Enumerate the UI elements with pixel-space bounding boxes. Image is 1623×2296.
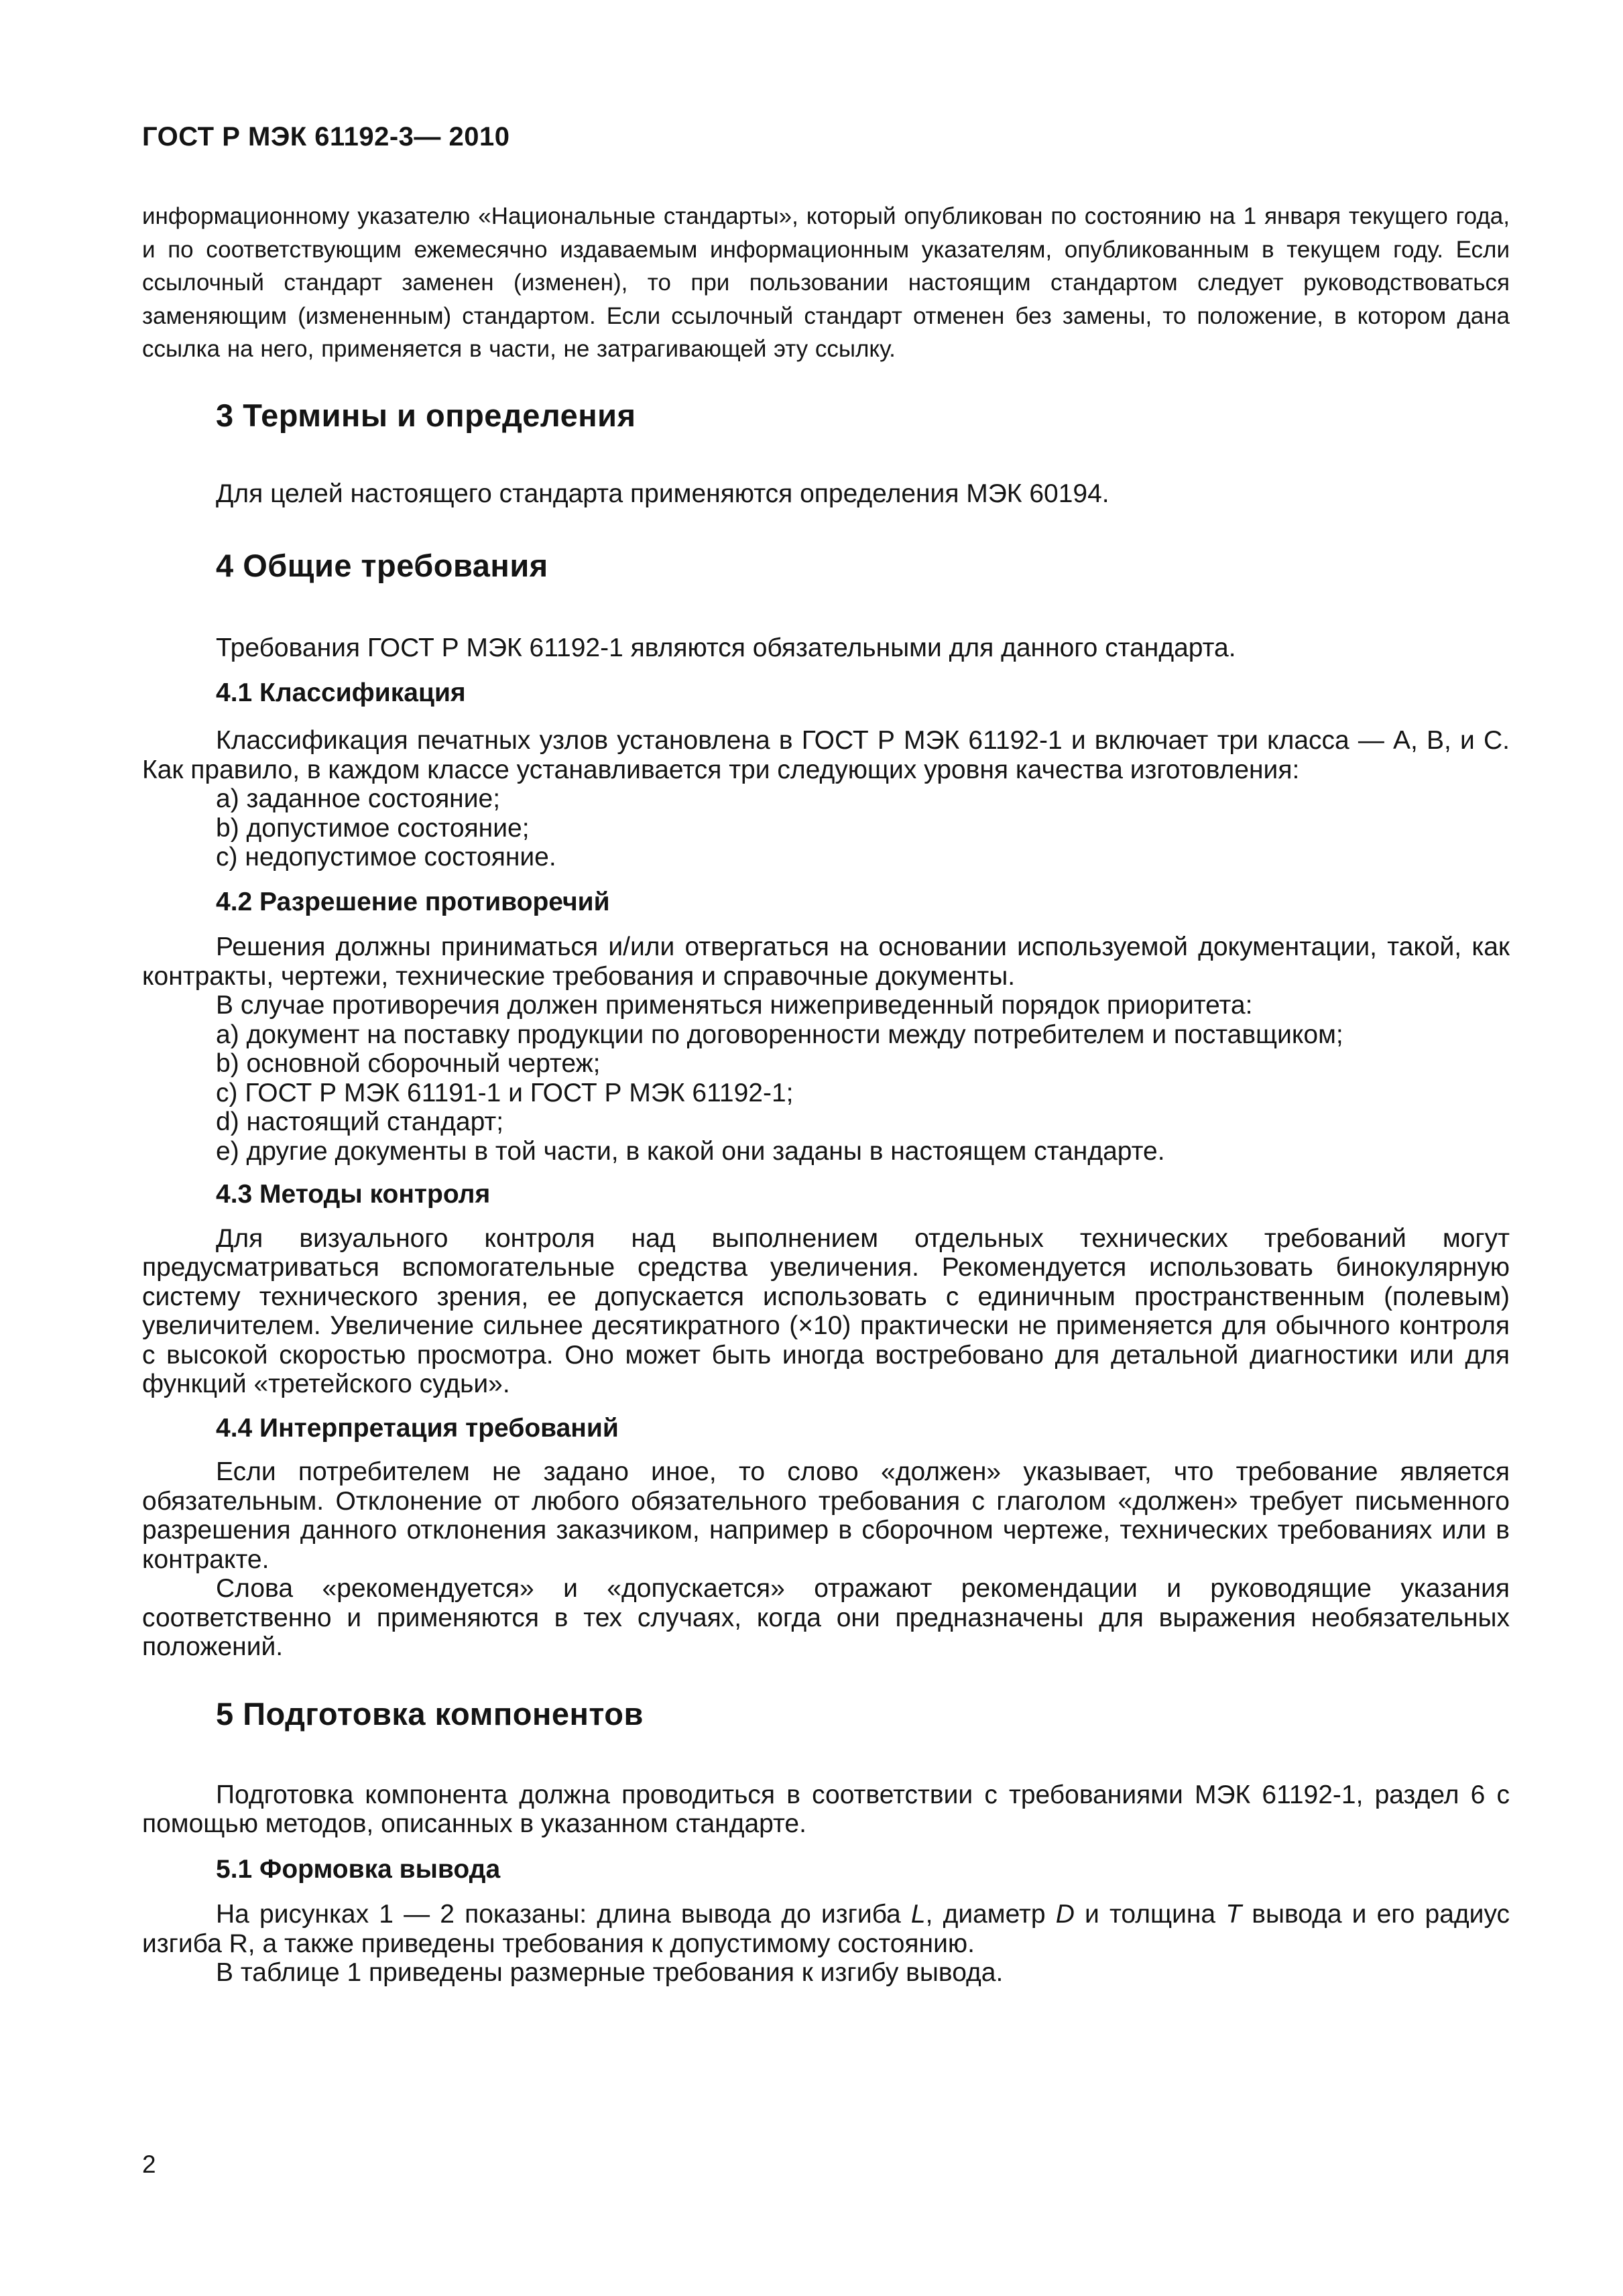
section-4-4-text: Если потребителем не задано иное, то слово «должен» указывает, что требование является обязательным. Отклонение от любого обязательного требования с глаголом «должен» требует письменного разрешения данного отклонения заказчиком, например в сборочном чертеже, технических требованиях или в контракте. bbox=[142, 1457, 1510, 1574]
section-4-4-text-words: Слова «рекомендуется» и «допускается» отражают рекомендации и руководящие указания соответственно и применяются в тех случаях, когда они предназначены для выражения необязательных положений. bbox=[142, 1574, 1510, 1661]
section-4-1-text: Классификация печатных узлов установлена в ГОСТ Р МЭК 61192-1 и включает три класса — А, В, и С. Как правило, в каждом классе устанавливается три следующих уровня качества изготовления: bbox=[142, 726, 1510, 784]
document-body bbox=[142, 200, 1510, 1988]
list-item: b) основной сборочный чертеж; bbox=[216, 1049, 601, 1078]
section-3-title: 3 Термины и определения bbox=[216, 397, 636, 433]
section-4-4-title: 4.4 Интерпретация требований bbox=[216, 1413, 619, 1443]
section-5-text: Подготовка компонента должна проводиться в соответствии с требованиями МЭК 61192-1, раздел 6 с помощью методов, описанных в указанном стандарте. bbox=[142, 1780, 1510, 1838]
section-3-text: Для целей настоящего стандарта применяются определения МЭК 60194. bbox=[216, 479, 1109, 508]
section-4-2-text: Решения должны приниматься и/или отвергаться на основании используемой документации, такой, как контракты, чертежи, технические требования и справочные документы. bbox=[142, 932, 1510, 991]
section-4-1-title: 4.1 Классификация bbox=[216, 678, 466, 707]
page-header: ГОСТ Р МЭК 61192-3— 2010 bbox=[142, 122, 510, 152]
section-5-1-title: 5.1 Формовка вывода bbox=[216, 1854, 501, 1884]
list-item: а) документ на поставку продукции по договоренности между потребителем и поставщиком; bbox=[216, 1020, 1343, 1049]
intro-paragraph: информационному указателю «Национальные стандарты», который опубликован по состоянию на 1 января текущего года, и по соответствующим ежемесячно издаваемым информационным указателям, опубликованным в текущем году. Если ссылочный стандарт заменен (изменен), то при пользовании настоящим стандартом следует руководствоваться заменяющим (измененным) стандартом. Если ссылочный стандарт отменен без замены, то положение, в котором дана ссылка на него, применяется в части, не затрагивающей эту ссылку. bbox=[142, 203, 1510, 362]
section-4-3-text: Для визуального контроля над выполнением отдельных технических требований могут предусматриваться вспомогательные средства увеличения. Рекомендуется использовать бинокулярную систему технического зрения, ее допускается использовать с единичным пространственным (полевым) увеличителем. Увеличение сильнее десятикратного (×10) практически не применяется для обычного контроля с высокой скоростью просмотра. Оно может быть иногда востребовано для детальной диагностики или для функций «третейского судьи». bbox=[142, 1223, 1510, 1398]
section-5-1-text-table: В таблице 1 приведены размерные требования к изгибу вывода. bbox=[216, 1958, 1004, 1987]
list-item: с) недопустимое состояние. bbox=[216, 843, 556, 871]
section-4-title: 4 Общие требования bbox=[216, 548, 548, 583]
list-item: d) настоящий стандарт; bbox=[216, 1107, 504, 1136]
section-4-3-title: 4.3 Методы контроля bbox=[216, 1180, 491, 1209]
text-run: , диаметр bbox=[925, 1900, 1056, 1929]
text-run: вывода и его радиус изгиба R, а также приведены требования к допустимому состоянию. bbox=[142, 1900, 1510, 1958]
list-item: с) ГОСТ Р МЭК 61191-1 и ГОСТ Р МЭК 61192-1; bbox=[216, 1078, 794, 1107]
symbol-T: Т bbox=[1225, 1900, 1242, 1929]
text-run: и толщина bbox=[1074, 1900, 1226, 1929]
section-4-2-text-priority: В случае противоречия должен применяться нижеприведенный порядок приоритета: bbox=[216, 991, 1253, 1020]
symbol-L: L bbox=[910, 1900, 926, 1929]
list-item: а) заданное состояние; bbox=[216, 784, 501, 813]
section-4-text: Требования ГОСТ Р МЭК 61192-1 являются обязательными для данного стандарта. bbox=[216, 633, 1236, 662]
symbol-D: D bbox=[1055, 1900, 1075, 1929]
section-5-1-text bbox=[142, 1900, 1510, 1958]
list-item: b) допустимое состояние; bbox=[216, 813, 530, 843]
section-5-title: 5 Подготовка компонентов bbox=[216, 1695, 644, 1732]
page-number: 2 bbox=[142, 2151, 156, 2178]
section-4-2-title: 4.2 Разрешение противоречий bbox=[216, 887, 610, 916]
list-item: е) другие документы в той части, в какой они заданы в настоящем стандарте. bbox=[216, 1136, 1165, 1166]
text-run: На рисунках 1 — 2 показаны: длина вывода до изгиба bbox=[216, 1900, 911, 1929]
